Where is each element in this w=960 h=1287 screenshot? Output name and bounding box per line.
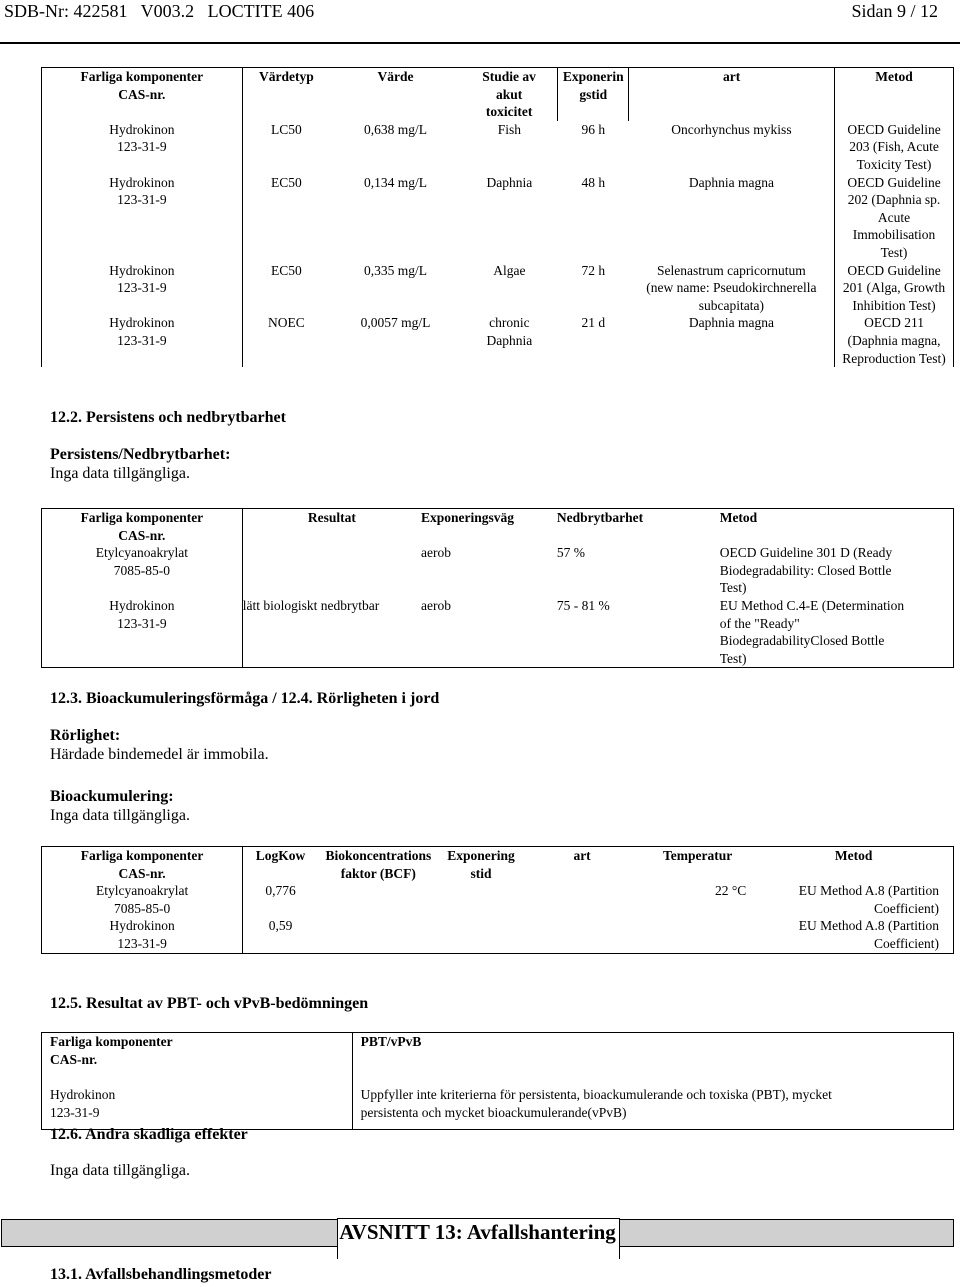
section-heading-12-2: 12.2. Persistens och nedbrytbarhet	[50, 409, 286, 426]
document-id: SDB-Nr: 422581 V003.2 LOCTITE 406	[4, 1, 315, 21]
component-cell: Hydrokinon 123-31-9	[42, 121, 243, 174]
value-type-cell: EC50	[271, 262, 302, 278]
persistence-table	[41, 508, 954, 668]
header-cell: Biokoncentrations faktor (BCF)	[325, 848, 432, 881]
table-header-row	[42, 1033, 954, 1087]
method-cell: OECD Guideline 301 D (Ready Biodegradability: Closed Bottle Test)	[719, 545, 893, 596]
value-cell: 0,0057 mg/L	[360, 315, 431, 331]
header-cell: Exponerin gstid	[558, 68, 629, 121]
value-cell: 0,638 mg/L	[364, 121, 428, 137]
section-heading-12-5: 12.5. Resultat av PBT- och vPvB-bedömningen	[50, 995, 369, 1012]
species-cell: Daphnia magna	[688, 174, 774, 190]
value-type-cell: EC50	[271, 174, 302, 190]
component-cell: Hydrokinon 123-31-9	[42, 597, 243, 668]
species-cell	[523, 882, 641, 917]
bcf-cell	[318, 882, 439, 917]
species-cell: Selenastrum capricornutum (new name: Pseudokirchnerella subcapitata)	[646, 262, 817, 313]
header-cell: Värdetyp	[259, 69, 314, 84]
species-cell: Daphnia magna	[688, 315, 774, 331]
value-type-cell: LC50	[271, 121, 302, 137]
component-cell: Hydrokinon 123-31-9	[42, 917, 243, 953]
bcf-cell	[318, 917, 439, 953]
header-cell: Resultat	[307, 510, 356, 525]
species-cell: Oncorhynchus mykiss	[671, 121, 792, 137]
degradability-cell: 75 - 81 %	[556, 597, 610, 613]
table-row	[42, 1086, 954, 1130]
method-cell: OECD Guideline 203 (Fish, Acute Toxicity Test)	[835, 121, 954, 174]
mobility-text: Härdade bindemedel är immobila.	[50, 746, 269, 763]
subheading-bioaccumulation: Bioackumulering:	[50, 788, 174, 805]
header-cell: Exponering stid	[447, 848, 515, 881]
component-cell: Hydrokinon 123-31-9	[42, 262, 243, 315]
header-cell: Farliga komponenter CAS-nr.	[42, 68, 243, 121]
header-cell: art	[573, 848, 591, 863]
component-cell: Etylcyanoakrylat 7085-85-0	[42, 882, 243, 917]
header-cell: Farliga komponenter CAS-nr.	[42, 1033, 353, 1087]
study-cell: chronic Daphnia	[486, 315, 533, 348]
page-number: Sidan 9 / 12	[851, 1, 938, 21]
header-cell: Exponeringsväg	[420, 510, 515, 525]
table-header-row	[42, 509, 954, 545]
subsection-13-1: 13.1. Avfallsbehandlingsmetoder	[50, 1266, 272, 1283]
header-cell: Metod	[834, 848, 873, 863]
header-cell: PBT/vPvB	[360, 1034, 422, 1049]
table-row	[42, 262, 954, 315]
value-cell: 0,335 mg/L	[364, 262, 428, 278]
bioaccumulation-table	[41, 846, 954, 954]
exposure-cell	[439, 882, 523, 917]
temperature-cell: 22 °C	[714, 883, 747, 899]
header-cell: Värde	[377, 69, 414, 84]
section-13-title: AVSNITT 13: Avfallshantering	[339, 1220, 616, 1244]
degradability-cell: 57 %	[556, 545, 585, 561]
method-cell: OECD Guideline 201 (Alga, Growth Inhibition Test)	[835, 262, 954, 315]
study-cell: Algae	[493, 262, 526, 278]
exposure-cell	[439, 917, 523, 953]
table-row	[42, 121, 954, 174]
species-cell	[523, 917, 641, 953]
table-header-row	[42, 68, 954, 121]
header-cell: Nedbrytbarhet	[556, 510, 644, 525]
table-row	[42, 597, 954, 668]
temperature-cell	[641, 917, 754, 953]
table-row	[42, 917, 954, 953]
method-cell: EU Method A.8 (Partition Coefficient)	[798, 918, 939, 951]
result-cell: lätt biologiskt nedbrytbar	[242, 597, 380, 613]
header-cell: Farliga komponenter CAS-nr.	[42, 847, 243, 883]
bioaccumulation-text: Inga data tillgängliga.	[50, 807, 190, 824]
exposure-cell: 96 h	[581, 121, 606, 137]
result-cell	[242, 544, 421, 597]
table-row	[42, 174, 954, 262]
pbt-assessment-cell: Uppfyller inte kriterierna för persistenta, bioackumulerande och toxiska (PBT), mycket persistenta och mycket bioackumulerande(vPvB)	[360, 1087, 832, 1120]
value-cell: 0,134 mg/L	[364, 174, 428, 190]
component-cell: Etylcyanoakrylat 7085-85-0	[42, 544, 243, 597]
component-cell: Hydrokinon 123-31-9	[42, 1086, 353, 1130]
method-cell: OECD Guideline 202 (Daphnia sp. Acute Immobilisation Test)	[835, 174, 954, 262]
study-cell: Daphnia	[486, 174, 533, 190]
component-cell: Hydrokinon 123-31-9	[42, 174, 243, 262]
header-cell: Temperatur	[663, 848, 733, 863]
table-row	[42, 544, 954, 597]
section-heading-12-6: 12.6. Andra skadliga effekter	[50, 1126, 248, 1143]
section-heading-12-3: 12.3. Bioackumuleringsförmåga / 12.4. Rörligheten i jord	[50, 690, 440, 707]
component-cell: Hydrokinon 123-31-9	[42, 314, 243, 367]
header-cell: LogKow	[255, 848, 306, 863]
method-cell: EU Method C.4-E (Determination of the "Ready" BiodegradabilityClosed Bottle Test)	[719, 597, 905, 666]
table-row	[42, 882, 954, 917]
page-header	[0, 0, 960, 44]
header-cell: Farliga komponenter CAS-nr.	[42, 509, 243, 545]
header-cell: Metod	[719, 510, 758, 525]
logkow-cell: 0,776	[265, 883, 296, 899]
value-type-cell: NOEC	[268, 315, 305, 331]
exposure-cell: 21 d	[581, 315, 606, 331]
header-cell: Studie av akut toxicitet	[482, 69, 536, 120]
persistence-text: Inga data tillgängliga.	[50, 465, 190, 482]
pbt-table	[41, 1032, 954, 1130]
table-header-row	[42, 847, 954, 883]
toxicity-table	[41, 67, 954, 367]
header-cell: art	[723, 69, 741, 84]
logkow-cell: 0,59	[268, 918, 293, 934]
table-row	[42, 314, 954, 367]
subheading-mobility: Rörlighet:	[50, 727, 121, 744]
header-cell: Metod	[835, 68, 954, 121]
study-cell: Fish	[497, 121, 521, 137]
method-cell: EU Method A.8 (Partition Coefficient)	[798, 883, 939, 916]
exposure-route-cell: aerob	[420, 545, 451, 561]
exposure-cell: 48 h	[581, 174, 606, 190]
exposure-route-cell: aerob	[420, 597, 451, 613]
other-effects-text: Inga data tillgängliga.	[50, 1162, 190, 1179]
method-cell: OECD 211 (Daphnia magna, Reproduction Test)	[835, 314, 954, 367]
subheading-persistence: Persistens/Nedbrytbarhet:	[50, 446, 231, 463]
exposure-cell: 72 h	[581, 262, 606, 278]
